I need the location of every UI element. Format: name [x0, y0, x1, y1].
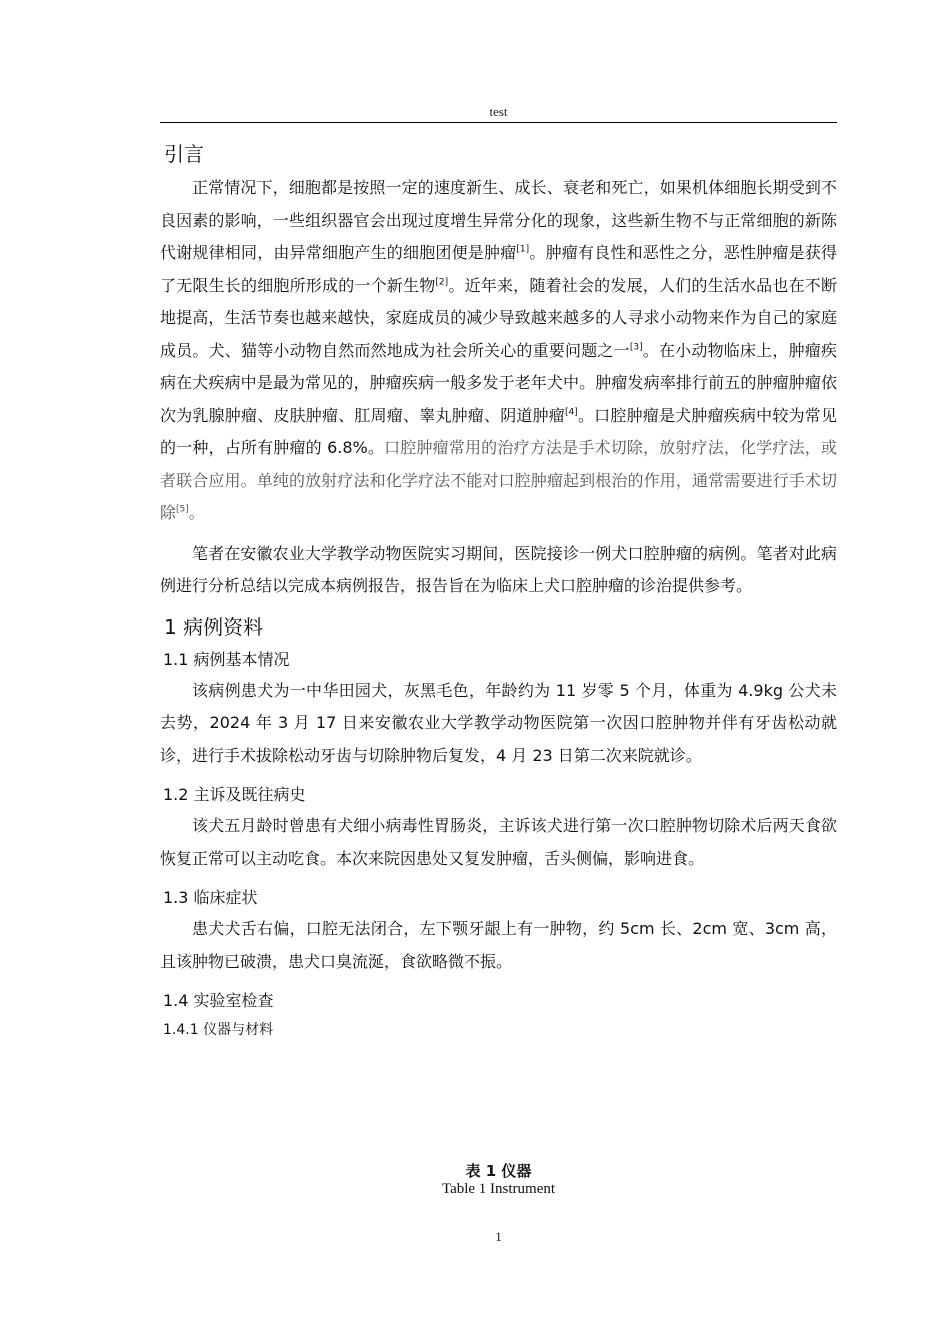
intro-text-c: 。近年来，随着社会的发展，人们的生活水品也在不断地提高，生活节奏也越来越快，家庭成员的减少导致越来越多的人寻求小动物来作为自己的家庭成员。犬、猫等小动物自然而然地成为社会所关心的重要问题之一	[160, 275, 837, 360]
body-content	[160, 138, 837, 1044]
intro-text-g: 。	[188, 503, 205, 522]
section-1-3-heading: 1.3 临床症状	[163, 888, 258, 907]
section-1-1-heading: 1.1 病例基本情况	[163, 649, 290, 669]
section-1-4-1-heading: 1.4.1 仪器与材料	[163, 1022, 274, 1038]
citation-5: [5]	[176, 504, 189, 515]
intro-text-f: 口腔肿瘤常用的治疗方法是手术切除，放射疗法，化学疗法，或者联合应用。单纯的放射疗法和化学疗法不能对口腔肿瘤起到根治的作用，通常需要进行手术切除	[160, 438, 837, 522]
citation-2: [2]	[435, 277, 449, 288]
section-1-3-text: 患犬犬舌右偏，口腔无法闭合，左下颚牙龈上有一肿物，约 5cm 长、2cm 宽、3cm 高，且该肿物已破溃，患犬口臭流涎，食欲略微不振。	[160, 919, 837, 971]
intro-paragraph-1	[160, 172, 837, 530]
intro-text-e: 。口腔肿瘤是犬肿瘤疾病中较为常见的一种，占所有肿瘤的 6.8%。	[160, 405, 837, 457]
citation-1: [1]	[516, 244, 530, 255]
intro-paragraph-2: 笔者在安徽农业大学教学动物医院实习期间，医院接诊一例犬口腔肿瘤的病例。笔者对此病例进行分析总结以完成本病例报告，报告旨在为临床上犬口腔肿瘤的诊治提供参考。	[160, 543, 837, 595]
intro-heading: 引言	[164, 142, 204, 166]
intro-text-a: 正常情况下，细胞都是按照一定的速度新生、成长、衰老和死亡，如果机体细胞长期受到不良因素的影响，一些组织器官会出现过度增生异常分化的现象，这些新生物不与正常细胞的新陈代谢规律相同，由异常细胞产生的细胞团便是肿瘤	[160, 178, 837, 262]
section-1-heading: 1 病例资料	[164, 614, 264, 639]
page-number: 1	[495, 1229, 502, 1244]
table-caption-en: Table 1 Instrument	[441, 1181, 556, 1197]
section-1-4-heading: 1.4 实验室检查	[163, 991, 274, 1010]
header-rule	[160, 122, 837, 123]
section-1-2-text: 该犬五月龄时曾患有犬细小病毒性胃肠炎，主诉该犬进行第一次口腔肿物切除术后两天食欲恢复正常可以主动吃食。本次来院因患处又复发肿瘤，舌头侧偏，影响进食。	[160, 816, 837, 868]
citation-4: [4]	[565, 407, 578, 418]
section-1-2-heading: 1.2 主诉及既往病史	[163, 785, 306, 804]
intro-text-b: 。肿瘤有良性和恶性之分，恶性肿瘤是获得了无限生长的细胞所形成的一个新生物	[160, 243, 837, 295]
section-1-1-text: 该病例患犬为一中华田园犬，灰黑毛色，年龄约为 11 岁零 5 个月，体重为 4.9kg 公犬未去势，2024 年 3 月 17 日来安徽农业大学教学动物医院第一次因口腔肿物并伴有牙齿松动就诊，进行手术拔除松动牙齿与切除肿物后复发，4 月 23 日第二次来院就诊。	[160, 680, 837, 765]
intro-text-d: 。在小动物临床上，肿瘤疾病在犬疾病中是最为常见的，肿瘤疾病一般多发于老年犬中。肿瘤发病率排行前五的肿瘤肿瘤依次为乳腺肿瘤、皮肤肿瘤、肛周瘤、睾丸肿瘤、阴道肿瘤	[160, 340, 837, 425]
table-caption-cn: 表 1 仪器	[465, 1162, 532, 1180]
citation-3: [3]	[629, 342, 643, 353]
running-header: test	[489, 104, 508, 119]
